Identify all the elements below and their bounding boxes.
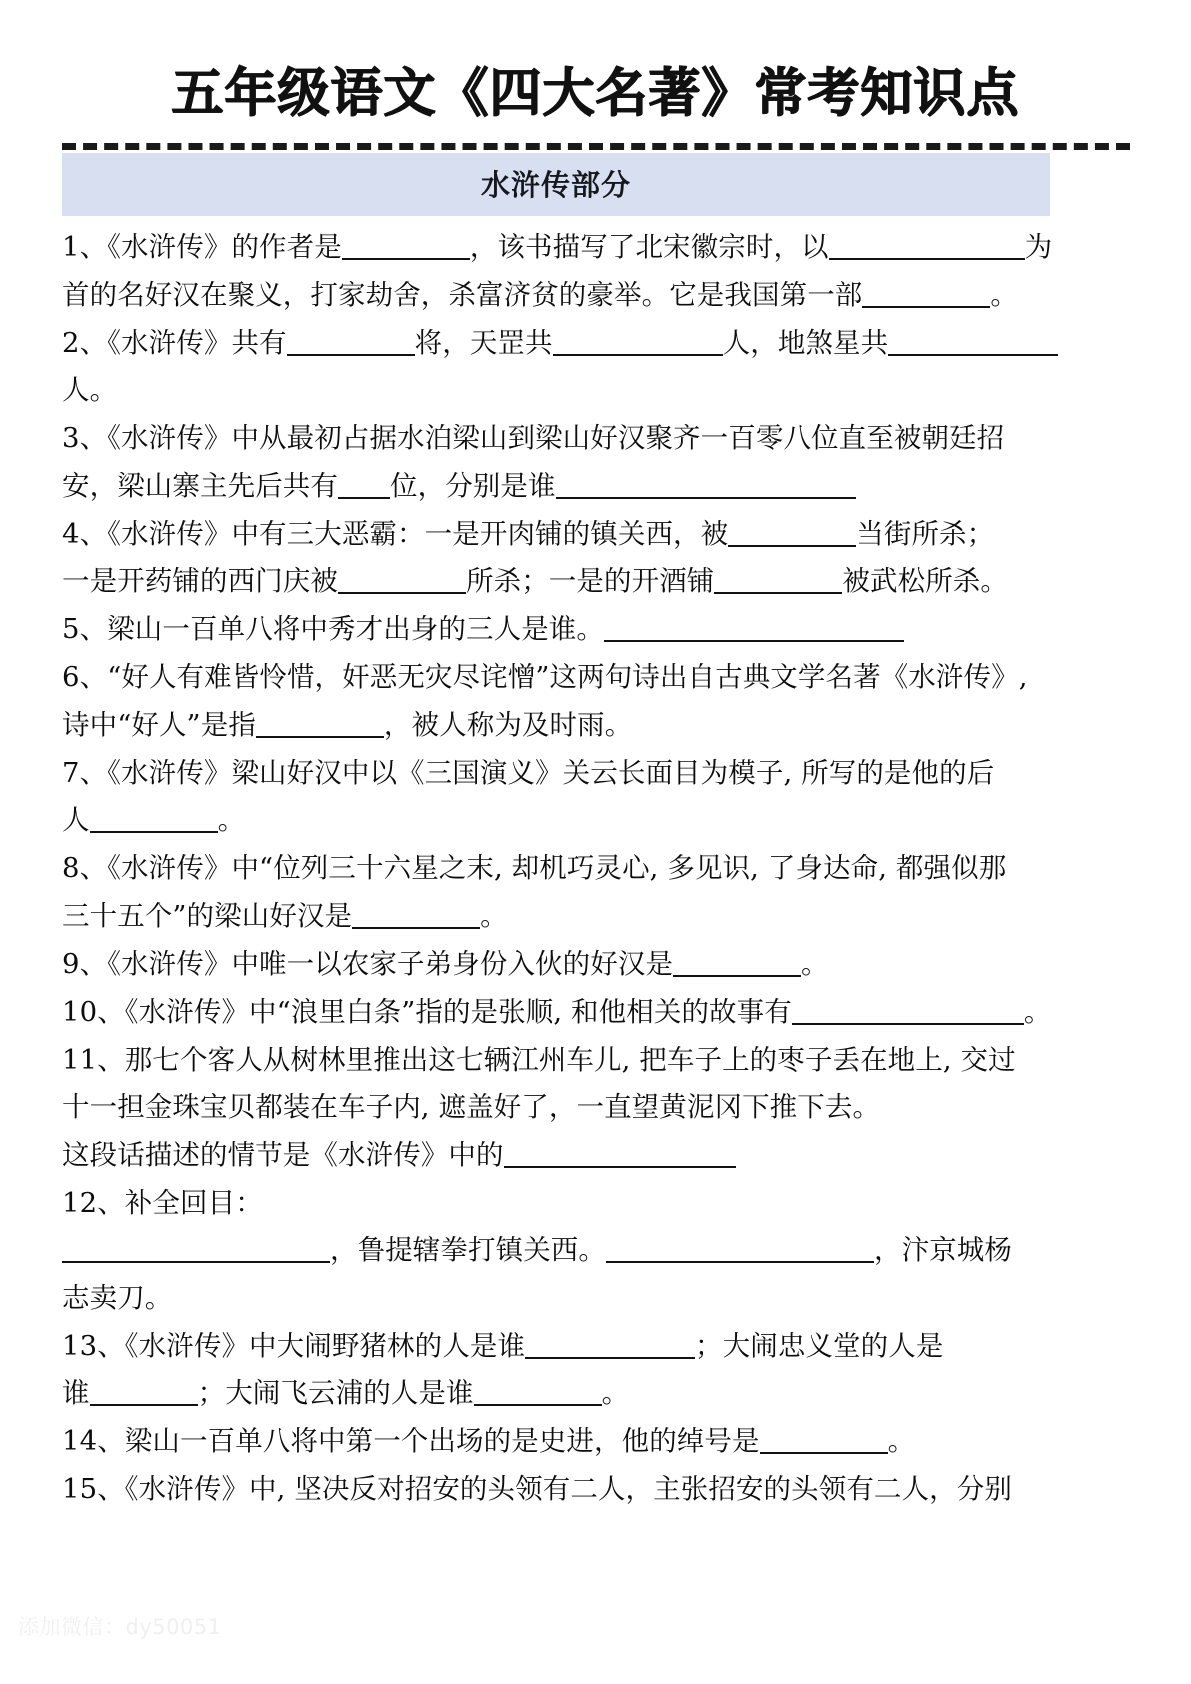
answer-blank[interactable] — [256, 714, 384, 738]
section-header-band — [62, 153, 1050, 216]
question-text: 为 — [1024, 231, 1053, 263]
question-text: 8、《水浒传》中“位列三十六星之末, 却机巧灵心, 多见识, 了身达命, 都强似那 — [62, 852, 1007, 884]
question-line — [62, 1466, 1068, 1514]
question-item — [62, 511, 1068, 606]
question-text: 9、《水浒传》中唯一以农家子弟身份入伙的好汉是 — [62, 947, 674, 980]
question-text: 。 — [601, 1377, 630, 1409]
question-line — [62, 1084, 1068, 1132]
question-text: 2、《水浒传》共有 — [62, 326, 287, 359]
question-text: 3、《水浒传》中从最初占据水泊梁山到梁山好汉聚齐一百零八位直至被朝廷招 — [62, 422, 1005, 454]
question-text: 将，天罡共 — [414, 326, 553, 359]
question-text: 一是开药铺的西门庆被 — [62, 565, 338, 597]
answer-blank[interactable] — [760, 1430, 888, 1454]
question-line — [62, 1132, 1068, 1180]
answer-blank[interactable] — [90, 809, 218, 833]
question-line — [62, 893, 1068, 941]
question-text: 10、《水浒传》中“浪里白条”指的是张顺, 和他相关的故事有 — [62, 995, 792, 1028]
title-dashed-divider — [62, 143, 1130, 150]
question-item — [62, 415, 1068, 510]
question-line — [62, 989, 1068, 1037]
answer-blank[interactable] — [504, 1144, 736, 1168]
watermark-text: 添加微信：dy50051 — [18, 1615, 222, 1639]
page-title: 五年级语文《四大名著》常考知识点 — [171, 64, 1020, 124]
question-text: ；大闹飞云浦的人是谁 — [197, 1377, 474, 1409]
answer-blank[interactable] — [90, 1382, 198, 1406]
question-text: 诗中“好人”是指 — [62, 708, 256, 741]
question-text: 1、《水浒传》的作者是 — [62, 231, 342, 263]
answer-blank[interactable] — [606, 1239, 874, 1263]
question-text: ，该书描写了北宋徽宗时，以 — [469, 231, 829, 263]
question-item — [62, 1180, 1068, 1323]
question-item — [62, 845, 1068, 940]
question-text: 12、补全回目： — [62, 1186, 263, 1219]
question-line — [62, 1037, 1068, 1085]
question-line — [62, 750, 1068, 798]
question-text: 。 — [217, 804, 246, 836]
question-item — [62, 989, 1068, 1037]
answer-blank[interactable] — [888, 332, 1058, 356]
question-line — [62, 654, 1068, 702]
question-line — [62, 1227, 1068, 1275]
question-text: 6、“好人有难皆怜惜，奸恶无灾尽诧憎”这两句诗出自古典文学名著《水浒传》, — [62, 661, 1028, 693]
question-text: 被武松所杀。 — [842, 565, 1009, 597]
question-text: ；大闹忠义堂的人是 — [695, 1329, 944, 1362]
question-text: 。 — [990, 278, 1019, 311]
question-text: 4、《水浒传》中有三大恶霸：一是开肉铺的镇关西，被 — [62, 517, 729, 550]
question-text: 。 — [887, 1425, 916, 1457]
answer-blank[interactable] — [829, 236, 1025, 260]
question-text: ，被人称为及时雨。 — [383, 708, 633, 741]
question-line — [62, 463, 1068, 511]
answer-blank[interactable] — [553, 332, 723, 356]
question-line — [62, 1370, 1068, 1418]
question-text: 14、梁山一百单八将中第一个出场的是史进，他的绰号是 — [62, 1425, 760, 1457]
answer-blank[interactable] — [342, 236, 470, 260]
question-text: 安，梁山寨主先后共有 — [62, 469, 338, 502]
question-item — [62, 941, 1068, 989]
question-text: 这段话描述的情节是《水浒传》中的 — [62, 1138, 504, 1171]
question-line — [62, 1323, 1068, 1371]
question-line — [62, 845, 1068, 893]
answer-blank[interactable] — [338, 475, 390, 499]
question-line — [62, 415, 1068, 463]
question-line — [62, 224, 1068, 272]
answer-blank[interactable] — [338, 570, 466, 594]
question-text: 13、《水浒传》中大闹野猪林的人是谁 — [62, 1329, 526, 1362]
question-text: 15、《水浒传》中, 坚决反对招安的头领有二人，主张招安的头领有二人，分别 — [62, 1473, 1012, 1505]
question-text: 谁 — [62, 1377, 90, 1409]
question-text: 志卖刀。 — [62, 1281, 173, 1314]
question-line — [62, 272, 1068, 320]
answer-blank[interactable] — [862, 284, 990, 308]
answer-blank[interactable] — [62, 1239, 330, 1263]
answer-blank[interactable] — [728, 523, 856, 547]
question-line — [62, 606, 1068, 654]
answer-blank[interactable] — [352, 905, 480, 929]
question-item — [62, 1037, 1068, 1180]
question-line — [62, 797, 1068, 845]
question-item — [62, 320, 1068, 415]
question-line — [62, 511, 1068, 559]
question-text: 所杀；一是的开酒铺 — [466, 565, 715, 597]
question-text: 三十五个”的梁山好汉是 — [62, 899, 353, 932]
answer-blank[interactable] — [525, 1335, 695, 1359]
question-text: 人 — [62, 804, 90, 836]
question-item — [62, 1323, 1068, 1418]
question-line — [62, 941, 1068, 989]
question-item — [62, 606, 1068, 654]
question-line — [62, 320, 1068, 415]
question-item — [62, 1466, 1068, 1514]
question-text: ，汴京城杨 — [874, 1234, 1012, 1266]
question-text: 十一担金珠宝贝都装在车子内, 遮盖好了，一直望黄泥冈下推下去。 — [62, 1091, 881, 1123]
question-text: 。 — [1023, 995, 1052, 1028]
question-item — [62, 654, 1068, 749]
question-line — [62, 1418, 1068, 1466]
question-text: 人，地煞星共 — [722, 326, 889, 359]
questions-list — [62, 224, 1068, 1514]
question-item — [62, 750, 1068, 845]
question-line — [62, 1275, 1068, 1323]
answer-blank[interactable] — [673, 953, 801, 977]
question-item — [62, 1418, 1068, 1466]
section-header-label: 水浒传部分 — [480, 167, 631, 202]
answer-blank[interactable] — [714, 570, 842, 594]
question-text: 。 — [801, 947, 829, 980]
question-text: ，鲁提辖拳打镇关西。 — [330, 1234, 606, 1266]
answer-blank[interactable] — [474, 1382, 602, 1406]
question-item — [62, 224, 1068, 319]
question-line — [62, 1180, 1068, 1228]
question-text: 5、梁山一百单八将中秀才出身的三人是谁。 — [62, 613, 604, 645]
question-text: 11、那七个客人从树林里推出这七辆江州车儿, 把车子上的枣子丢在地上, 交过 — [62, 1043, 1016, 1076]
answer-blank[interactable] — [792, 1001, 1024, 1025]
question-text: 首的名好汉在聚义，打家劫舍，杀富济贫的豪举。它是我国第一部 — [62, 278, 863, 311]
question-text: 位，分别是谁 — [390, 469, 556, 502]
question-line — [62, 558, 1068, 606]
question-line — [62, 702, 1068, 750]
question-text: 当街所杀； — [856, 517, 995, 550]
question-text: 。 — [480, 899, 508, 932]
answer-blank[interactable] — [604, 618, 904, 642]
question-text: 7、《水浒传》梁山好汉中以《三国演义》关云长面目为模子, 所写的是他的后 — [62, 756, 995, 789]
page-title-container — [0, 62, 1191, 126]
answer-blank[interactable] — [556, 475, 856, 499]
answer-blank[interactable] — [287, 332, 415, 356]
question-text: 人。 — [62, 374, 118, 406]
